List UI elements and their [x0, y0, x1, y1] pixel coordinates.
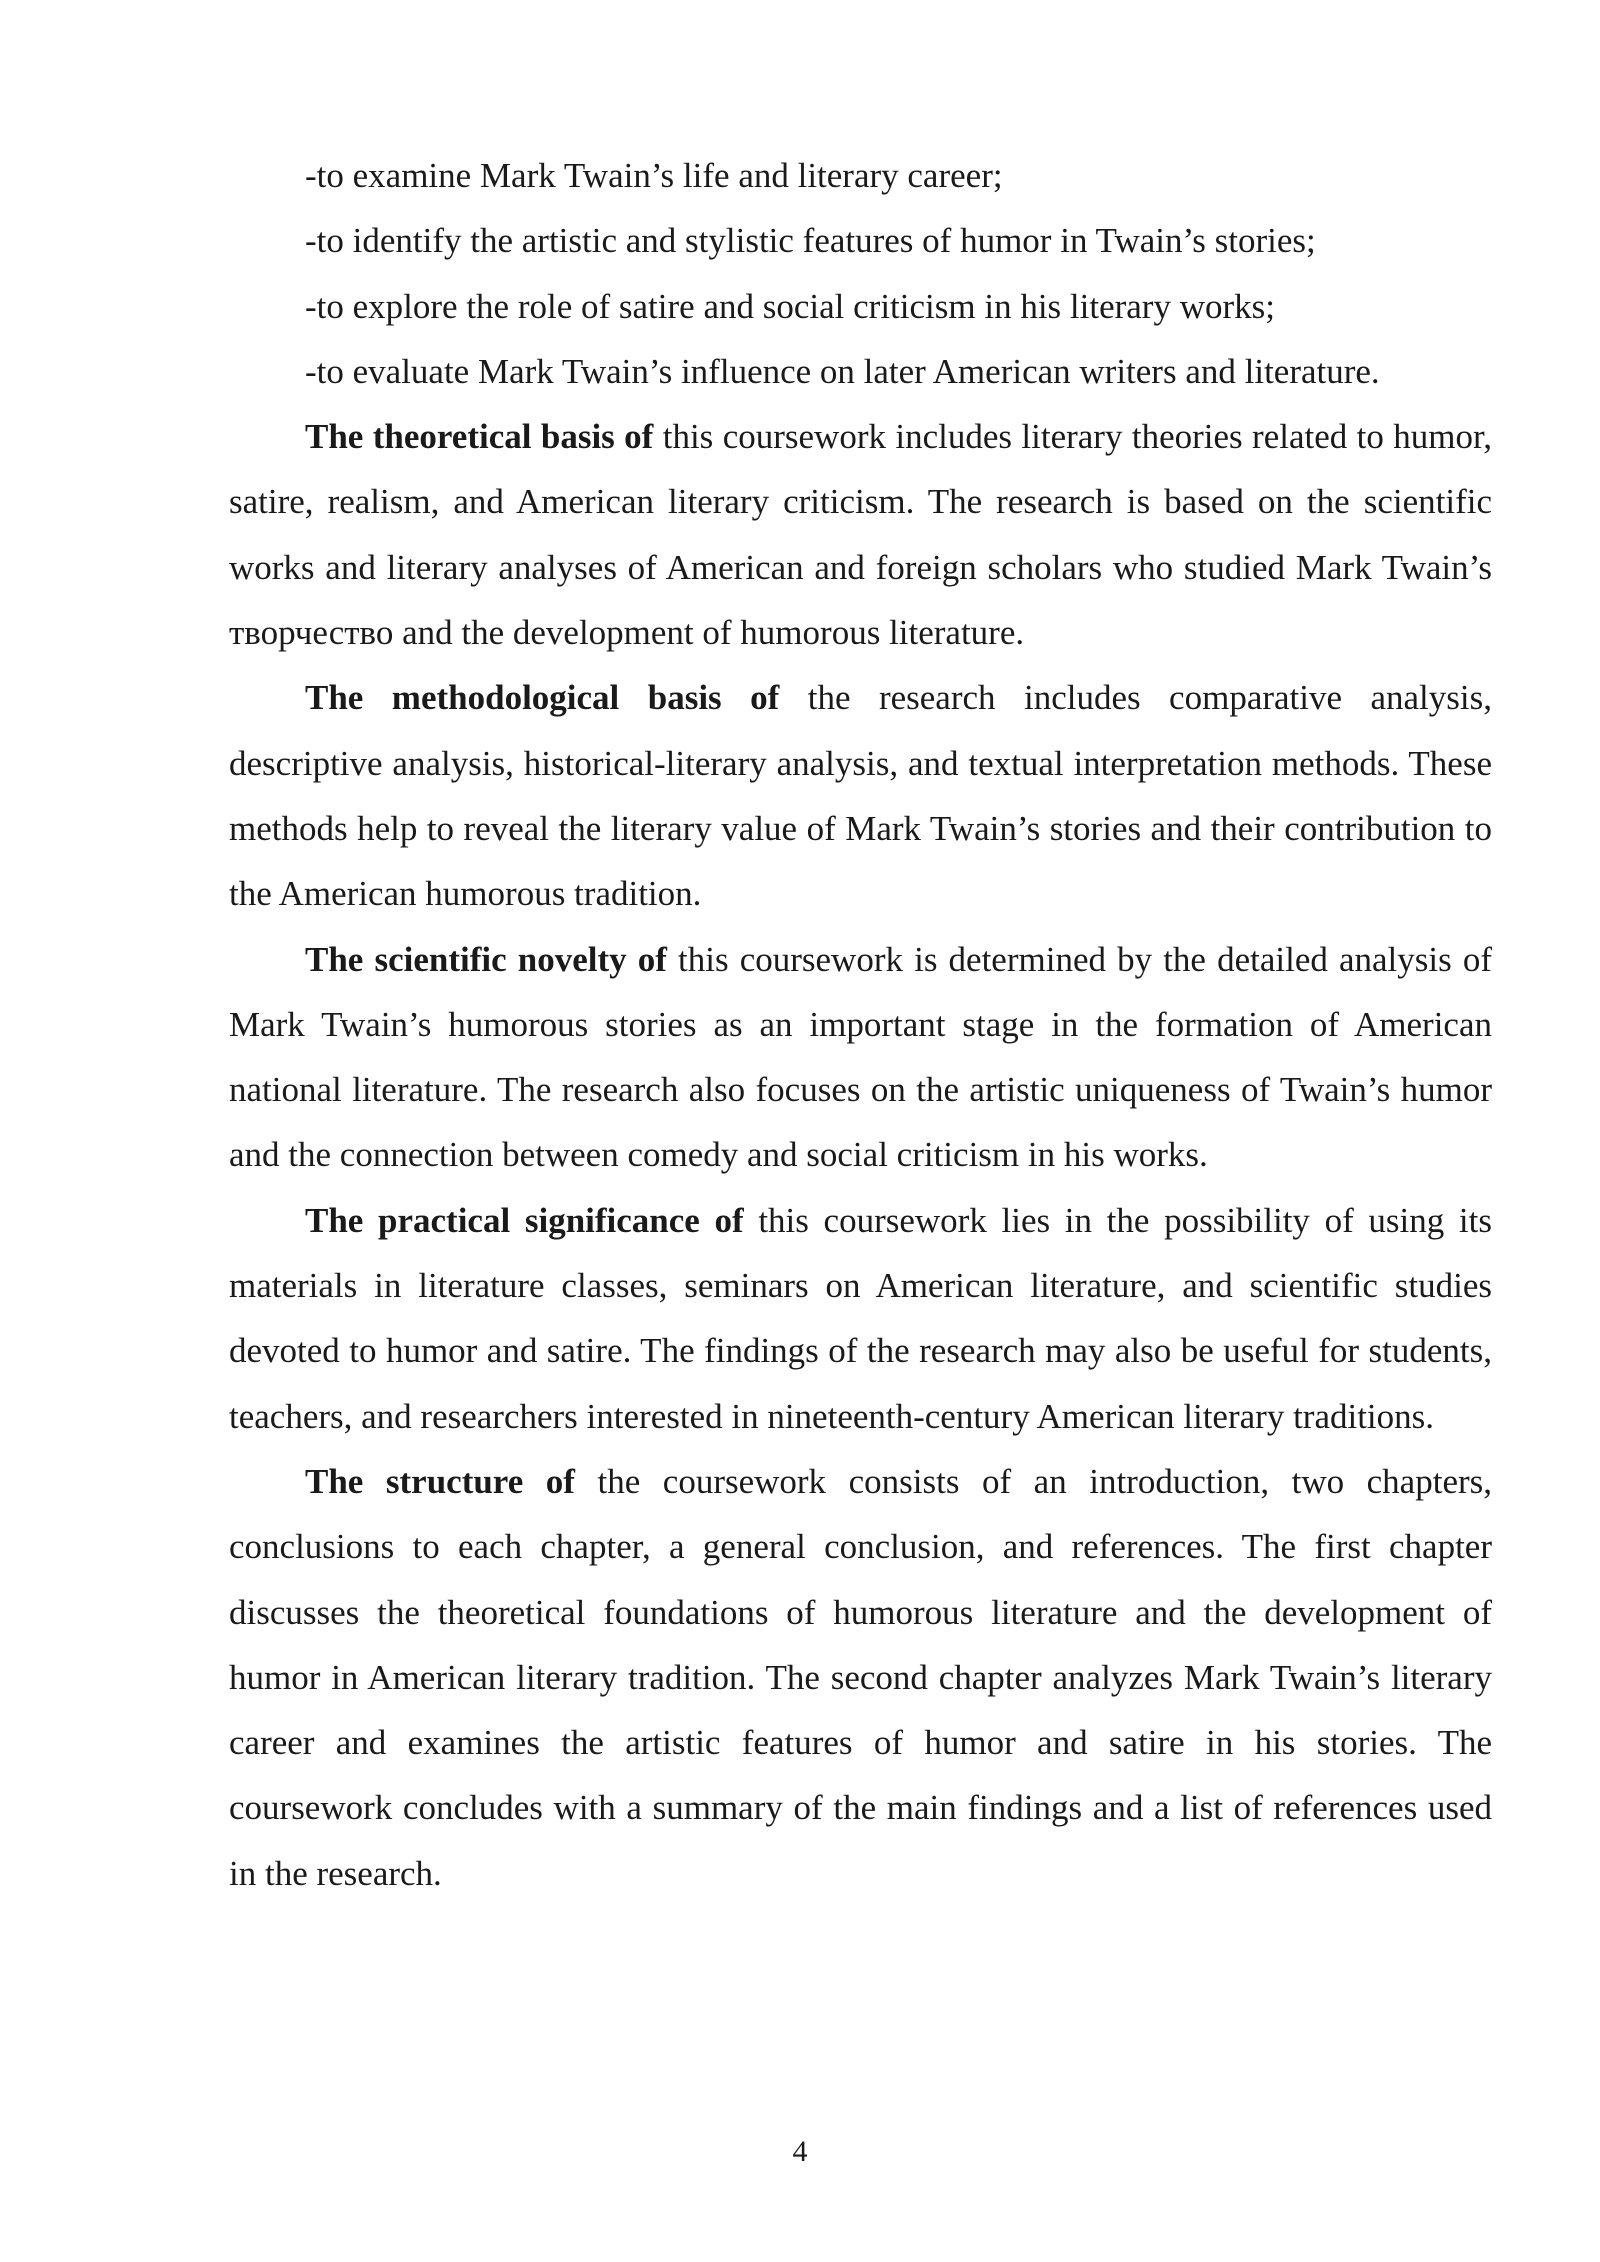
page-content: [229, 143, 1492, 1906]
paragraph-lead: The structure of: [305, 1461, 575, 1501]
paragraph-lead: The practical significance of: [305, 1200, 744, 1240]
structure-paragraph: [229, 1449, 1492, 1906]
practical-significance-paragraph: [229, 1188, 1492, 1449]
objective-item: -to evaluate Mark Twain’s influence on later American writers and literature.: [305, 351, 1380, 391]
objective-item: -to explore the role of satire and social criticism in his literary works;: [305, 286, 1275, 326]
paragraph-text: the research includes comparative analysis, descriptive analysis, historical-literary analysis, and textual interpretation methods. These methods help to reveal the literary value of Mark Twain’s stories and their contribution to the American humorous tradition.: [229, 678, 1492, 914]
paragraph-text: this coursework includes literary theories related to humor, satire, realism, and American literary criticism. The research is based on the scientific works and literary analyses of American and foreign scholars who studied Mark Twain’s творчество and the development of humorous literature.: [229, 417, 1492, 653]
scientific-novelty-paragraph: [229, 927, 1492, 1188]
paragraph-text: this coursework lies in the possibility of using its materials in literature classes, seminars on American literature, and scientific studies devoted to humor and satire. The findings of the research may also be useful for students, teachers, and researchers interested in nineteenth-century American literary traditions.: [229, 1200, 1492, 1436]
paragraph-lead: The methodological basis of: [305, 678, 780, 718]
objectives-list: [229, 143, 1492, 404]
methodological-basis-paragraph: [229, 665, 1492, 926]
objective-item: -to examine Mark Twain’s life and literary career;: [305, 156, 1003, 195]
paragraph-lead: The scientific novelty of: [305, 939, 667, 979]
paragraph-text: the coursework consists of an introduction, two chapters, conclusions to each chapter, a general conclusion, and references. The first chapter discusses the theoretical foundations of humorous literature and the development of humor in American literary tradition. The second chapter analyzes Mark Twain’s literary career and examines the artistic features of humor and satire in his stories. The coursework concludes with a summary of the main findings and a list of references used in the research.: [229, 1461, 1493, 1893]
objective-item: -to identify the artistic and stylistic features of humor in Twain’s stories;: [305, 221, 1316, 261]
paragraph-lead: The theoretical basis of: [305, 417, 654, 457]
paragraph-text: this coursework is determined by the detailed analysis of Mark Twain’s humorous stories as an important stage in the formation of American national literature. The research also focuses on the artistic uniqueness of Twain’s humor and the connection between comedy and social criticism in his works.: [229, 939, 1492, 1175]
theoretical-basis-paragraph: [229, 404, 1492, 665]
page-number: 4: [792, 2135, 808, 2168]
